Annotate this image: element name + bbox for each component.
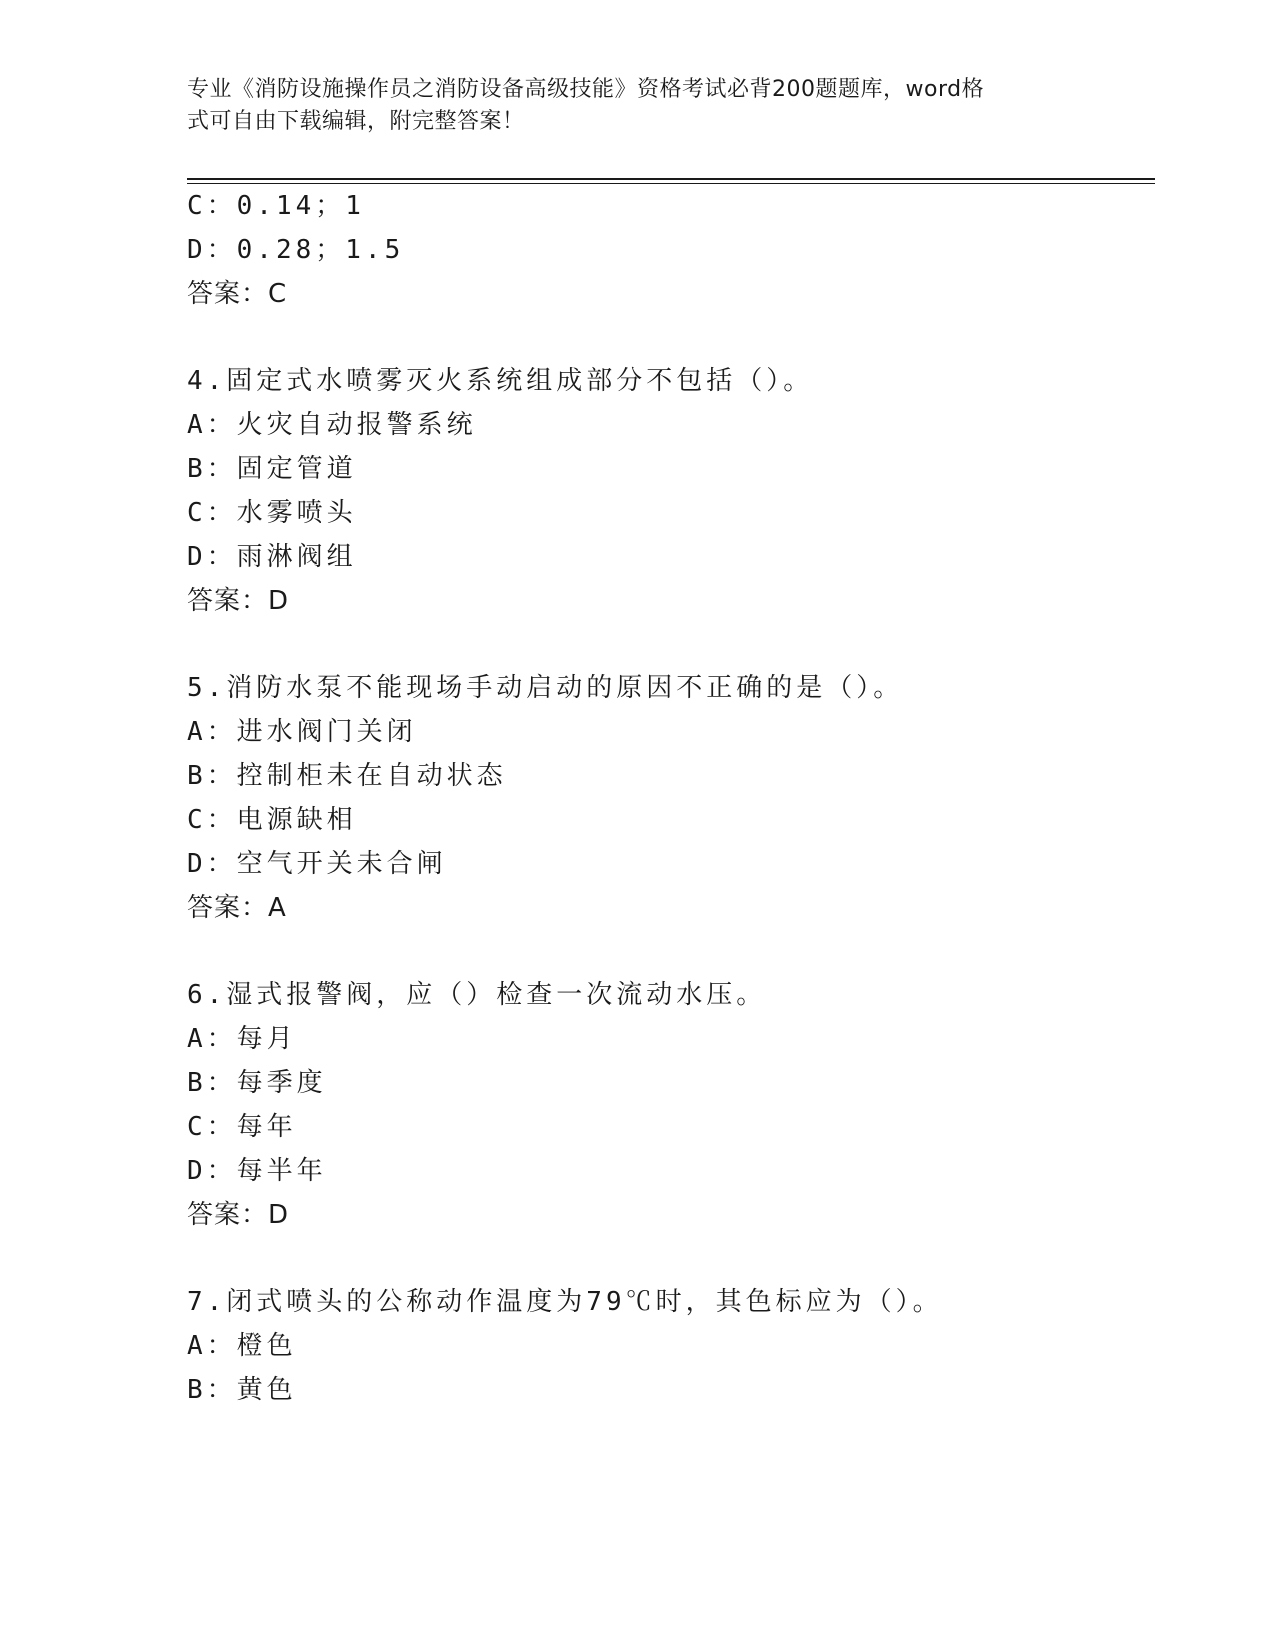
option-d: D：空气开关未合闸 <box>187 849 447 879</box>
question-stem: 6.湿式报警阀，应（）检查一次流动水压。 <box>187 980 767 1010</box>
option-c: C：水雾喷头 <box>187 498 357 528</box>
header-divider-thin <box>187 183 1155 184</box>
header-line-2: 式可自由下载编辑，附完整答案！ <box>187 109 525 134</box>
question-stem: 5.消防水泵不能现场手动启动的原因不正确的是（）。 <box>187 673 904 703</box>
option-c: C：电源缺相 <box>187 805 357 835</box>
answer-line: 答案：D <box>187 586 290 616</box>
option-c: C：0.14；1 <box>187 191 365 221</box>
option-b: B：控制柜未在自动状态 <box>187 761 507 791</box>
answer-line: 答案：A <box>187 893 287 923</box>
document-header <box>187 74 1087 138</box>
answer-line: 答案：C <box>187 279 288 309</box>
option-d: D：雨淋阀组 <box>187 542 357 572</box>
option-a: A：进水阀门关闭 <box>187 717 417 747</box>
header-divider-thick <box>187 178 1155 180</box>
answer-line: 答案：D <box>187 1200 290 1230</box>
option-d: D：每半年 <box>187 1156 327 1186</box>
header-line-1: 专业《消防设施操作员之消防设备高级技能》资格考试必背200题题库，word格 <box>187 77 985 102</box>
option-a: A：火灾自动报警系统 <box>187 410 477 440</box>
option-b: B：固定管道 <box>187 454 357 484</box>
option-b: B：黄色 <box>187 1375 297 1405</box>
question-stem: 7.闭式喷头的公称动作温度为79℃时，其色标应为（）。 <box>187 1287 943 1317</box>
option-a: A：橙色 <box>187 1331 297 1361</box>
option-c: C：每年 <box>187 1112 297 1142</box>
option-b: B：每季度 <box>187 1068 327 1098</box>
option-a: A：每月 <box>187 1024 297 1054</box>
option-d: D：0.28；1.5 <box>187 235 405 265</box>
question-stem: 4.固定式水喷雾灭火系统组成部分不包括（）。 <box>187 366 814 396</box>
